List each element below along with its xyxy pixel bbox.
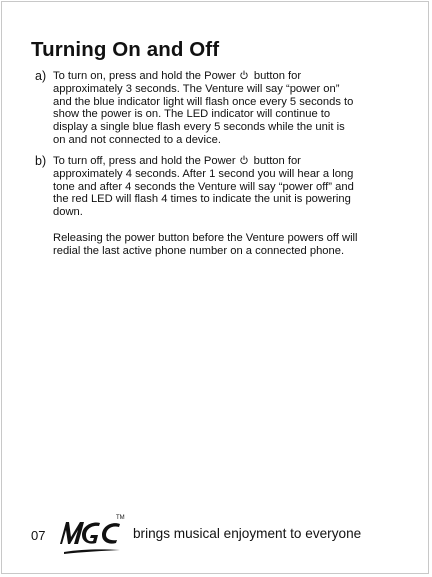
instruction-a-line-1: To turn on, press and hold the Power button for: [53, 70, 302, 82]
instruction-a-line-6: on and not connected to a device.: [53, 133, 221, 146]
instruction-a-line-5: display a single blue flash every 5 seconds while the unit is: [53, 121, 345, 134]
power-icon: [240, 155, 248, 165]
tagline: brings musical enjoyment to everyone: [133, 526, 362, 541]
instruction-b-line-4: the red LED will flash 4 times to indicate the unit is powering: [53, 193, 351, 206]
instruction-b-text: [53, 155, 393, 257]
mgc-logo: [58, 510, 130, 558]
instruction-a-line-4: show the power is on. The LED indicator will continue to: [53, 108, 331, 121]
power-icon: [240, 70, 248, 80]
instruction-a-text: [53, 70, 393, 147]
instruction-b-line-2: approximately 4 seconds. After 1 second you will hear a long: [53, 167, 354, 180]
trademark-mark: TM: [116, 515, 125, 521]
item-marker-b: b): [35, 154, 47, 168]
page-number: 07: [31, 528, 46, 543]
note-line-2: redial the last active phone number on a connected phone.: [53, 244, 345, 257]
instruction-a-line-2: approximately 3 seconds. The Venture will say “power on”: [53, 82, 340, 95]
item-marker-a: a): [35, 69, 47, 83]
instruction-b-line-3: tone and after 4 seconds the Venture will say “power off” and: [53, 180, 354, 193]
note-line-1: Releasing the power button before the Venture powers off will: [53, 231, 358, 244]
instruction-b-line-5: down.: [53, 206, 83, 219]
blank-line: [53, 219, 393, 232]
page-title: Turning On and Off: [31, 38, 220, 61]
instruction-a-line-3: and the blue indicator light will flash once every 5 seconds to: [53, 95, 354, 108]
instruction-b-line-1: To turn off, press and hold the Power button for: [53, 155, 301, 167]
